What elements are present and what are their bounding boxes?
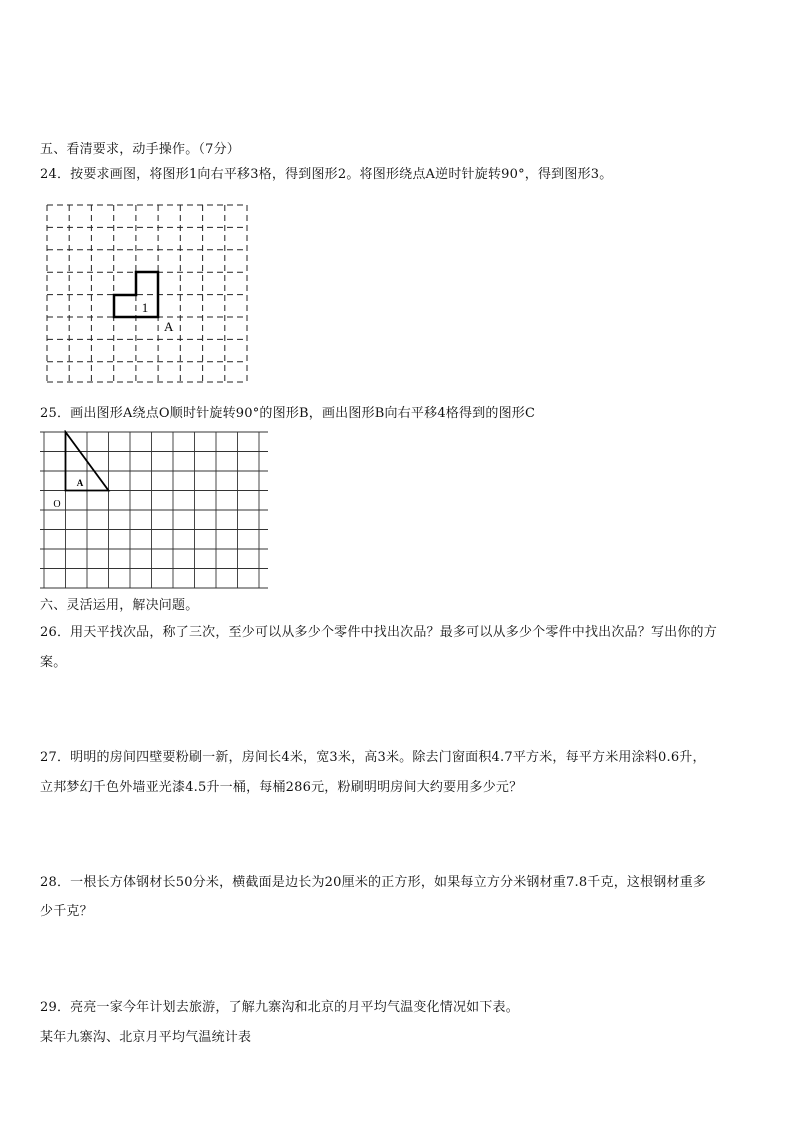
point-o-label: O xyxy=(53,499,61,510)
question-27-line-2: 立邦梦幻千色外墙亚光漆4.5升一桶，每桶286元，粉刷明明房间大约要用多少元？ xyxy=(40,780,523,795)
question-24-text: 24．按要求画图，将图形1向右平移3格，得到图形2。将图形绕点A逆时针旋转90°，得到图形3。 xyxy=(40,167,613,182)
table-caption: 某年九寨沟、北京月平均气温统计表 xyxy=(40,1030,252,1045)
dashed-grid xyxy=(47,205,247,382)
question-25-text: 25．画出图形A绕点O顺时针旋转90°的图形B，画出图形B向右平移4格得到的图形C xyxy=(40,406,536,421)
q24-grid-figure xyxy=(44,203,252,385)
question-28-line-1: 28．一根长方体钢材长50分米，横截面是边长为20厘米的正方形，如果每立方分米钢材重7.8千克，这根钢材重多 xyxy=(40,875,707,890)
q25-grid-figure xyxy=(40,430,270,590)
question-29-text: 29．亮亮一家今年计划去旅游，了解九寨沟和北京的月平均气温变化情况如下表。 xyxy=(40,1000,519,1015)
question-28-line-2: 少千克？ xyxy=(40,904,93,919)
section-5-heading: 五、看清要求，动手操作。（7分） xyxy=(40,142,240,157)
question-26-line-1: 26．用天平找次品，称了三次，至少可以从多少个零件中找出次品？最多可以从多少个零件中找出次品？写出你的方 xyxy=(40,625,717,640)
solid-grid xyxy=(40,432,268,588)
question-27-line-1: 27．明明的房间四壁要粉刷一新，房间长4米，宽3米，高3米。除去门窗面积4.7平方米，每平方米用涂料0.6升， xyxy=(40,750,706,765)
section-6-heading: 六、灵活运用，解决问题。 xyxy=(40,598,199,613)
shape-1-label: 1 xyxy=(141,300,149,315)
question-26-line-2: 案。 xyxy=(40,655,67,670)
point-a-label: A xyxy=(164,319,174,334)
triangle-a-label: A xyxy=(76,478,84,488)
